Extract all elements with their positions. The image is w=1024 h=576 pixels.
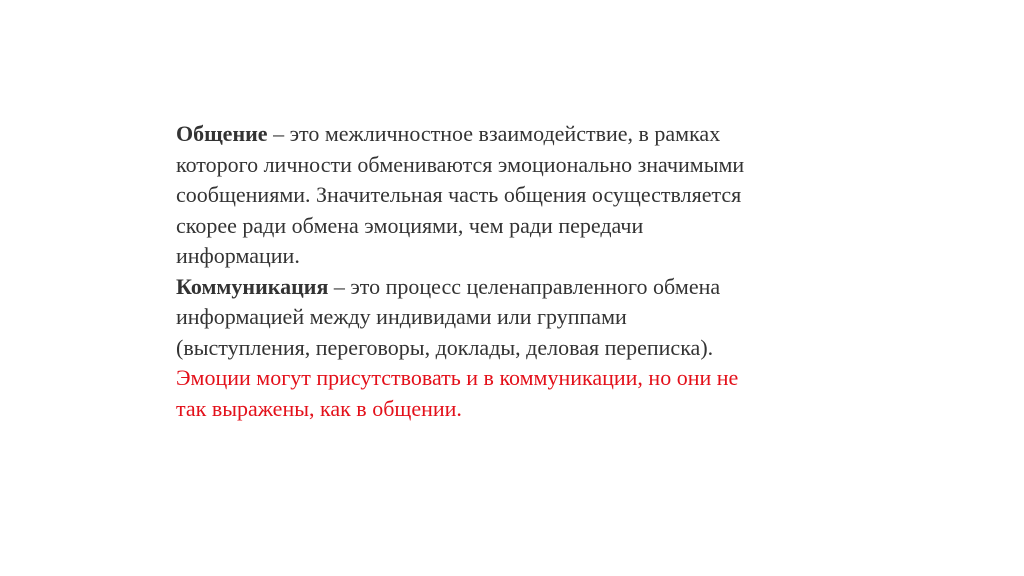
note-line: так выражены, как в общении. bbox=[176, 395, 462, 421]
term-obshchenie: Общение bbox=[176, 121, 268, 146]
note-line: Эмоции могут присутствовать и в коммуникации, но они не bbox=[176, 365, 739, 390]
definition-line: которого личности обмениваются эмоционально значимыми bbox=[176, 151, 745, 177]
emotions-note bbox=[176, 363, 856, 424]
definition-line: – это процесс целенаправленного обмена bbox=[328, 273, 721, 299]
term-kommunikatsiya: Коммуникация bbox=[176, 273, 329, 299]
definition-line: сообщениями. Значительная часть общения осуществляется bbox=[176, 182, 742, 207]
definition-line: скорее ради обмена эмоциями, чем ради передачи bbox=[176, 212, 644, 238]
definition-line: информации. bbox=[176, 243, 300, 268]
definition-line: (выступления, переговоры, доклады, деловая переписка). bbox=[176, 334, 714, 360]
slide-text-block bbox=[176, 119, 856, 424]
definition-line: информацией между индивидами или группами bbox=[176, 304, 627, 329]
definition-obshchenie bbox=[176, 119, 856, 272]
definition-kommunikatsiya bbox=[176, 272, 856, 364]
definition-line: – это межличностное взаимодействие, в рамках bbox=[267, 121, 721, 146]
